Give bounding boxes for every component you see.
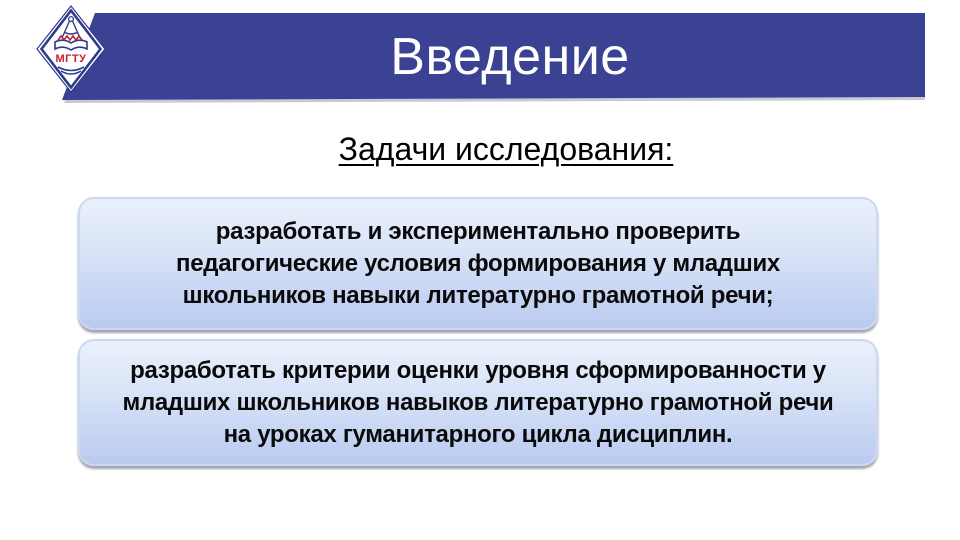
task-box-2-line-1: разработать критерии оценки уровня сформированности у: [130, 356, 826, 384]
task-box-1-line-2: педагогические условия формирования у младших: [176, 249, 780, 277]
university-logo-icon: [36, 5, 106, 93]
logo-text: МГТУ: [55, 53, 87, 65]
task-box-2-line-3: на уроках гуманитарного цикла дисциплин.: [223, 420, 733, 448]
slide-title: Введение: [390, 28, 630, 86]
task-box-1: [78, 197, 878, 330]
task-box-2-line-2: младших школьников навыков литературно грамотной речи: [122, 388, 834, 416]
task-box-2: [78, 339, 878, 466]
section-heading: Задачи исследования:: [338, 131, 674, 167]
task-box-1-line-1: разработать и экспериментально проверить: [215, 217, 741, 245]
task-box-1-line-3: школьников навыки литературно грамотной речи;: [182, 281, 774, 309]
